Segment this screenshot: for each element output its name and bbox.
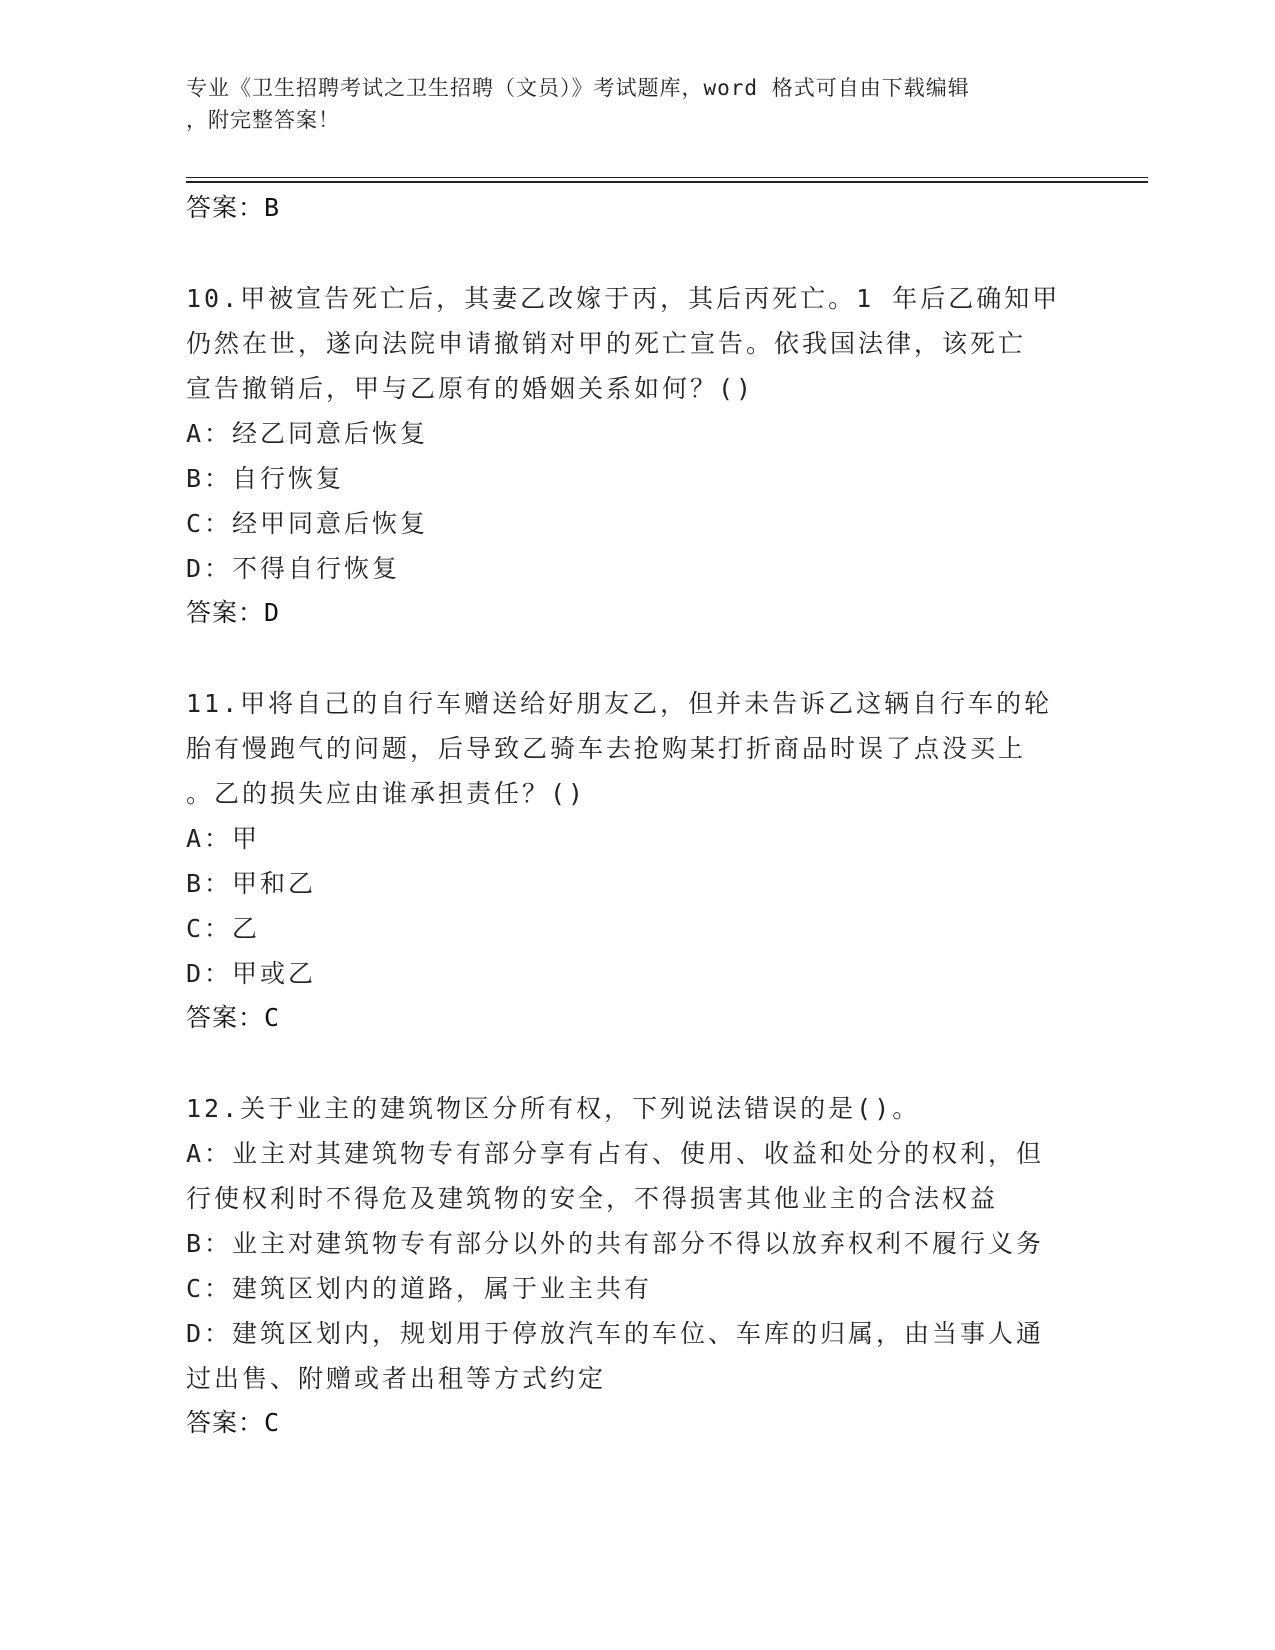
answer-option-line: D：不得自行恢复 bbox=[186, 554, 401, 583]
answer-line bbox=[186, 1401, 1086, 1445]
question-stem-line: 12.关于业主的建筑物区分所有权，下列说法错误的是()。 bbox=[186, 1094, 921, 1123]
document-body bbox=[186, 186, 1086, 1445]
answer-value: C bbox=[264, 1003, 281, 1032]
answer-value: B bbox=[264, 193, 281, 222]
header-divider-thick bbox=[186, 181, 1148, 183]
answer-option-line: A：甲 bbox=[186, 824, 261, 853]
header-line-1: 专业《卫生招聘考试之卫生招聘（文员）》考试题库，word 格式可自由下载编辑 bbox=[186, 76, 970, 100]
answer-option-line: D：建筑区划内，规划用于停放汽车的车位、车库的归属，由当事人通 bbox=[186, 1319, 1045, 1348]
question-stem-line: 仍然在世，遂向法院申请撤销对甲的死亡宣告。依我国法律，该死亡 bbox=[186, 329, 1027, 358]
question-stem-line: 宣告撤销后，甲与乙原有的婚姻关系如何？() bbox=[186, 374, 755, 403]
answer-label: 答案： bbox=[186, 598, 265, 627]
answer-line bbox=[186, 996, 1086, 1040]
answer-option-line: C：建筑区划内的道路，属于业主共有 bbox=[186, 1274, 653, 1303]
answer-value: C bbox=[264, 1408, 281, 1437]
answer-option-line: 行使权利时不得危及建筑物的安全，不得损害其他业主的合法权益 bbox=[186, 1184, 999, 1213]
question-stem-line: 。乙的损失应由谁承担责任？() bbox=[186, 779, 587, 808]
answer-line bbox=[186, 591, 1086, 635]
answer-option-line: A：经乙同意后恢复 bbox=[186, 419, 429, 448]
answer-value: D bbox=[264, 598, 281, 627]
question-stem-line: 11.甲将自己的自行车赠送给好朋友乙，但并未告诉乙这辆自行车的轮 bbox=[186, 689, 1053, 718]
answer-label: 答案： bbox=[186, 193, 265, 222]
header-line-2: ，附完整答案！ bbox=[186, 108, 340, 132]
question-stem-line: 胎有慢跑气的问题，后导致乙骑车去抢购某打折商品时误了点没买上 bbox=[186, 734, 1027, 763]
answer-option-line: B：甲和乙 bbox=[186, 869, 317, 898]
answer-option-line: D：甲或乙 bbox=[186, 959, 317, 988]
question-stem-line: 10.甲被宣告死亡后，其妻乙改嫁于丙，其后丙死亡。1 年后乙确知甲 bbox=[186, 284, 1061, 313]
answer-line bbox=[186, 186, 1086, 230]
answer-option-line: A：业主对其建筑物专有部分享有占有、使用、收益和处分的权利，但 bbox=[186, 1139, 1045, 1168]
answer-option-line: B：业主对建筑物专有部分以外的共有部分不得以放弃权利不履行义务 bbox=[186, 1229, 1045, 1258]
header-divider-thin bbox=[186, 177, 1148, 178]
document-header bbox=[186, 72, 1066, 136]
question-block bbox=[186, 1086, 1086, 1445]
question-block bbox=[186, 276, 1086, 635]
answer-option-line: C：经甲同意后恢复 bbox=[186, 509, 429, 538]
answer-label: 答案： bbox=[186, 1003, 265, 1032]
question-list bbox=[186, 276, 1086, 1445]
answer-option-line: 过出售、附赠或者出租等方式约定 bbox=[186, 1364, 607, 1393]
answer-option-line: B：自行恢复 bbox=[186, 464, 345, 493]
question-block bbox=[186, 681, 1086, 1040]
answer-label: 答案： bbox=[186, 1408, 265, 1437]
answer-option-line: C：乙 bbox=[186, 914, 261, 943]
